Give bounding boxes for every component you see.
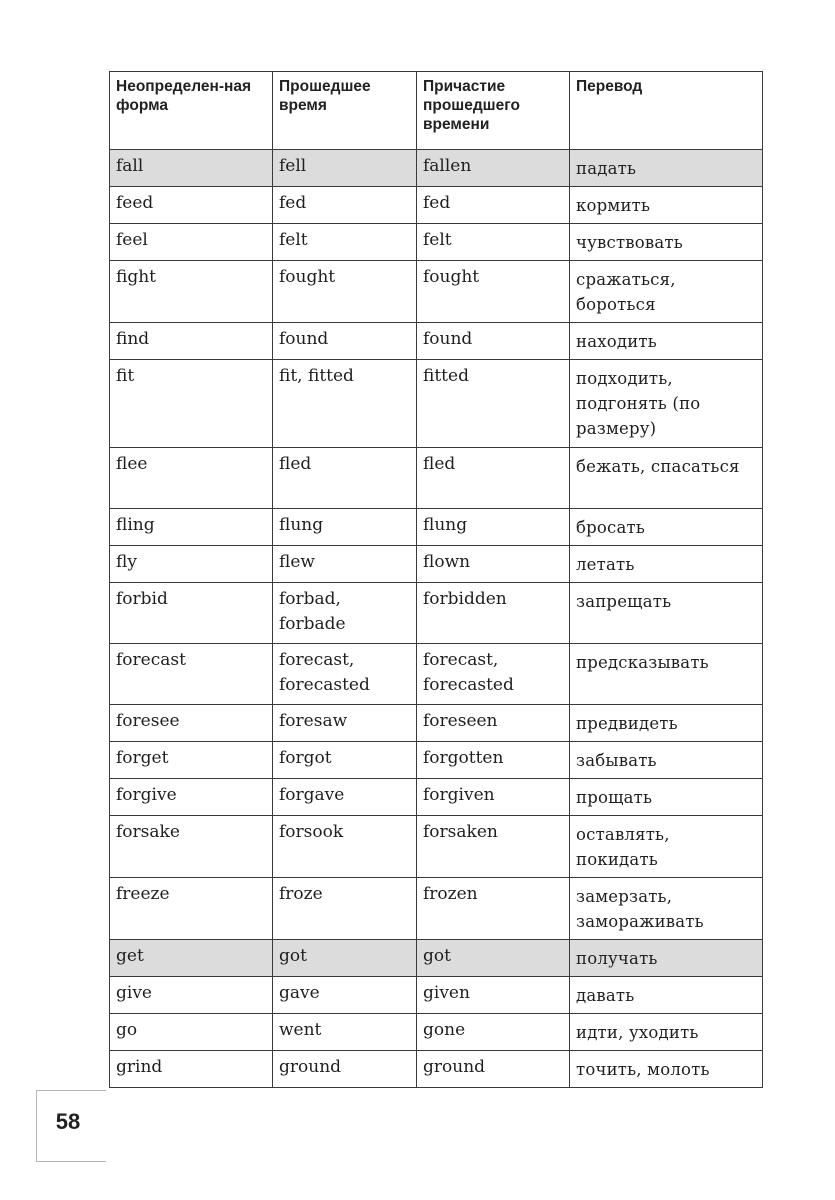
cell-translation: оставлять, покидать xyxy=(570,816,763,878)
cell-past-tense: got xyxy=(273,940,417,977)
cell-past-participle: forecast, forecasted xyxy=(417,644,570,705)
cell-past-participle: ground xyxy=(417,1051,570,1088)
header-base-form: Неопределен-ная форма xyxy=(110,72,273,150)
cell-translation: замерзать, замораживать xyxy=(570,878,763,940)
cell-translation: запрещать xyxy=(570,583,763,644)
table-row xyxy=(110,705,763,742)
table-row xyxy=(110,360,763,448)
page-number-box xyxy=(36,1090,106,1162)
cell-past-participle: given xyxy=(417,977,570,1014)
cell-past-participle: fed xyxy=(417,187,570,224)
cell-base-form: forecast xyxy=(110,644,273,705)
table-row xyxy=(110,878,763,940)
table-row xyxy=(110,940,763,977)
cell-past-tense: forecast, forecasted xyxy=(273,644,417,705)
cell-base-form: find xyxy=(110,323,273,360)
cell-base-form: forget xyxy=(110,742,273,779)
cell-past-participle: forgiven xyxy=(417,779,570,816)
cell-past-tense: fit, fitted xyxy=(273,360,417,448)
cell-past-tense: flew xyxy=(273,546,417,583)
cell-past-tense: fell xyxy=(273,150,417,187)
cell-base-form: feel xyxy=(110,224,273,261)
cell-past-participle: foreseen xyxy=(417,705,570,742)
table-row xyxy=(110,977,763,1014)
irregular-verbs-table xyxy=(109,71,763,1088)
cell-past-tense: felt xyxy=(273,224,417,261)
cell-translation: предсказывать xyxy=(570,644,763,705)
cell-translation: бросать xyxy=(570,509,763,546)
cell-base-form: give xyxy=(110,977,273,1014)
cell-past-tense: forgot xyxy=(273,742,417,779)
table-row xyxy=(110,323,763,360)
cell-translation: сражаться, бороться xyxy=(570,261,763,323)
table-row xyxy=(110,1014,763,1051)
table-row xyxy=(110,187,763,224)
cell-base-form: fling xyxy=(110,509,273,546)
cell-past-tense: flung xyxy=(273,509,417,546)
table-row xyxy=(110,1051,763,1088)
cell-translation: давать xyxy=(570,977,763,1014)
cell-past-tense: gave xyxy=(273,977,417,1014)
cell-past-participle: forgotten xyxy=(417,742,570,779)
cell-past-participle: fitted xyxy=(417,360,570,448)
cell-base-form: fit xyxy=(110,360,273,448)
table-row xyxy=(110,779,763,816)
cell-translation: летать xyxy=(570,546,763,583)
cell-translation: находить xyxy=(570,323,763,360)
cell-past-participle: fallen xyxy=(417,150,570,187)
cell-past-tense: forbad, forbade xyxy=(273,583,417,644)
cell-translation: точить, молоть xyxy=(570,1051,763,1088)
cell-translation: бежать, спасаться xyxy=(570,448,763,509)
cell-translation: падать xyxy=(570,150,763,187)
cell-past-tense: fled xyxy=(273,448,417,509)
cell-past-tense: foresaw xyxy=(273,705,417,742)
cell-base-form: forsake xyxy=(110,816,273,878)
cell-past-tense: went xyxy=(273,1014,417,1051)
table-row xyxy=(110,742,763,779)
cell-past-participle: fled xyxy=(417,448,570,509)
cell-past-tense: forgave xyxy=(273,779,417,816)
cell-translation: забывать xyxy=(570,742,763,779)
cell-base-form: forbid xyxy=(110,583,273,644)
header-past-tense: Прошедшее время xyxy=(273,72,417,150)
table-row xyxy=(110,583,763,644)
cell-past-participle: gone xyxy=(417,1014,570,1051)
page-number: 58 xyxy=(55,1109,81,1134)
cell-past-tense: ground xyxy=(273,1051,417,1088)
cell-base-form: flee xyxy=(110,448,273,509)
cell-base-form: fall xyxy=(110,150,273,187)
table-body xyxy=(110,150,763,1088)
cell-past-participle: forbidden xyxy=(417,583,570,644)
cell-past-participle: felt xyxy=(417,224,570,261)
cell-past-participle: flown xyxy=(417,546,570,583)
cell-base-form: get xyxy=(110,940,273,977)
cell-past-tense: fought xyxy=(273,261,417,323)
table-header-row xyxy=(110,72,763,150)
cell-base-form: fly xyxy=(110,546,273,583)
cell-past-tense: froze xyxy=(273,878,417,940)
cell-translation: чувствовать xyxy=(570,224,763,261)
table-row xyxy=(110,816,763,878)
cell-past-participle: frozen xyxy=(417,878,570,940)
table-row xyxy=(110,509,763,546)
table-row xyxy=(110,546,763,583)
cell-base-form: foresee xyxy=(110,705,273,742)
cell-translation: подходить, подгонять (по размеру) xyxy=(570,360,763,448)
cell-translation: кормить xyxy=(570,187,763,224)
cell-base-form: freeze xyxy=(110,878,273,940)
cell-past-participle: got xyxy=(417,940,570,977)
cell-past-participle: forsaken xyxy=(417,816,570,878)
cell-past-tense: fed xyxy=(273,187,417,224)
table-row xyxy=(110,150,763,187)
table-row xyxy=(110,261,763,323)
cell-past-participle: fought xyxy=(417,261,570,323)
table-row xyxy=(110,448,763,509)
cell-past-tense: forsook xyxy=(273,816,417,878)
cell-base-form: grind xyxy=(110,1051,273,1088)
cell-base-form: fight xyxy=(110,261,273,323)
cell-base-form: go xyxy=(110,1014,273,1051)
cell-past-participle: flung xyxy=(417,509,570,546)
cell-base-form: feed xyxy=(110,187,273,224)
header-past-participle: Причастие прошедшего времени xyxy=(417,72,570,150)
table-row xyxy=(110,644,763,705)
cell-translation: предвидеть xyxy=(570,705,763,742)
cell-translation: получать xyxy=(570,940,763,977)
header-translation: Перевод xyxy=(570,72,763,150)
cell-past-participle: found xyxy=(417,323,570,360)
cell-translation: идти, уходить xyxy=(570,1014,763,1051)
cell-base-form: forgive xyxy=(110,779,273,816)
cell-past-tense: found xyxy=(273,323,417,360)
cell-translation: прощать xyxy=(570,779,763,816)
table-row xyxy=(110,224,763,261)
